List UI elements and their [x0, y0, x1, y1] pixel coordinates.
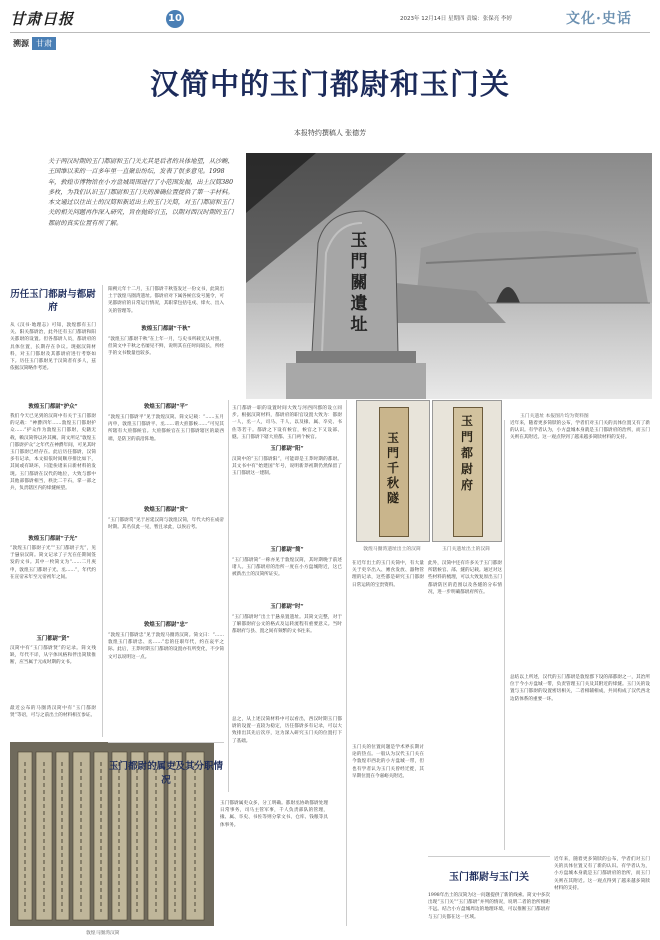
- article-byline: 本报特约撰稿人 张德芳: [293, 129, 367, 137]
- section-rule-2: [108, 742, 224, 743]
- masthead-rule: [10, 32, 650, 33]
- subheading-yang: 玉门都尉“阳”: [270, 446, 304, 452]
- slip-photo-2: [432, 400, 502, 542]
- section-heading-3: 玉门都尉与玉门关: [449, 872, 529, 883]
- subheading-qian-qiu: 敦煌玉门都尉“千秋”: [141, 326, 191, 332]
- col4-para-1: 在近年出土的玉门关简中，有大量关于吏卒出入、廪食发放、器物管理的记录，这些都是研究玉门都尉日常运转的宝贵资料。: [352, 561, 424, 588]
- col6-para-2: 总结以上所述，汉代的玉门都尉是敦煌郡下设的部都尉之一，其治所位于今小方盘城一带，负责管理玉门关及其附近的烽燧。玉门关的设置与玉门都尉的设置密切相关，二者相辅相成，共同构成了汉代西北边防体系的重要一环。: [510, 675, 650, 702]
- section-heading-1: 历任玉门都尉与都尉府: [10, 289, 96, 313]
- slip-1-inscription: 玉門千秋隧: [386, 431, 399, 505]
- bottom-photo-caption: 敦煌马圈湾汉简: [86, 931, 120, 936]
- col6-para-1: 近年来，随着更多简牍的公布，学者们对玉门关的具体位置又有了新的认识。有学者认为，小方盘城本身就是玉门都尉府的治所，而玉门关则在其附近。这一观点得到了越来越多简牍材料的支持。: [510, 421, 650, 441]
- article-lead: 关于两汉时期的玉门都尉和玉门关尤其是后者的具体地望，从沙畹、王国维以来的一百多年里一直聚讼纷纭，发表了很多意见。1998年，敦煌市博物馆在小方盘城周围进行了小范围发掘，出土汉简380多枚，为我们认识玉门都尉和玉门关的准确位置提供了第一手材料。本文通过以往出土的汉简和新近出土的玉门关简，对玉门都尉和玉门关的相关问题再作深入研究，旨在抛砖引玉，以期对西汉时期的玉门都尉的真实位置有所了解。: [48, 158, 234, 227]
- col2-para-3: “敦煌玉门都尉平”见于敦煌汉简。简文记载：“……五月丙申，敦煌玉门都尉平、丞……谓大煎都候……”可见其所辖有大煎都候官。大煎都候官在玉门都尉辖区的最西端，是防卫的前沿阵地。: [108, 415, 224, 442]
- col3-para-1: 玉门都尉一职的设置时间大致与河西四郡的设立同步。根据汉简材料，都尉府的职官设置大致为：都尉一人，丞一人，司马、千人，以及掾、属、卒史、书佐等若干。都尉之下设有候官，候官之下又设部、燧。玉门都尉下辖大煎都、玉门两个候官。: [232, 406, 342, 440]
- slip-1-caption: 敦煌马圈湾遗址出土的汉简: [363, 547, 421, 552]
- column-divider: [346, 400, 347, 926]
- section-name: 文化·史话: [566, 11, 632, 27]
- subheading-xian: 玉门都尉“贤”: [36, 636, 70, 642]
- newspaper-logo: 甘肃日报: [10, 10, 75, 28]
- subheading-shang: 敦煌玉门都尉“赏”: [144, 507, 188, 513]
- article-title: 汉简中的玉门都尉和玉门关: [149, 67, 510, 101]
- subheading-hu-zhong: 敦煌玉门都尉“护众”: [28, 404, 78, 410]
- page-number-badge: 10: [166, 10, 184, 28]
- col2-para-6: 玉门都尉属吏众多，分工明确。都尉丞协助都尉处理日常事务，司马主管军事，千人负责部队的管理，掾、属、卒史、书佐等则分掌文书、仓库、钱粮等具体事务。: [220, 801, 328, 828]
- col3-para-5: 总之，从上述汉简材料中可以看出，西汉时期玉门都尉的设置一直较为稳定，历任都尉多有记录，可以大致排出其先后次序，这为深入研究玉门关的位置打下了基础。: [232, 717, 342, 744]
- col2-para-5: “敦煌玉门都尉忠”见于敦煌马圈湾汉简。简文曰：“……敦煌玉门都尉忠、丞……”忠的任职年代，约在哀平之际。此后，王莽时期玉门都尉的设置亦有所变化，不少简文可以说明这一点。: [108, 633, 224, 660]
- col2-para-4: “玉门都尉赏”见于居延汉简与敦煌汉简，年代大约在成帝时期。其名仅此一见，暂且录此，以俟后考。: [108, 518, 224, 531]
- subheading-zi-guang: 敦煌玉门都尉“子光”: [28, 536, 78, 542]
- col3-para-3: “玉门都尉简”一称亦见于敦煌汉简，其时期晚于前述诸人。玉门都尉府的治所一度在小方盘城附近，这已被新出土的汉简所证实。: [232, 558, 342, 578]
- column-divider: [102, 285, 103, 737]
- subheading-shi: 玉门都尉“时”: [270, 604, 304, 610]
- col1-para-1: 从《汉书·地理志》可知，敦煌郡有玉门关、阳关都尉治，此外还有玉门都尉和阳关都尉的设置。但各都尉人员，都尉府的具体位置，长期存在争议。现据汉简材料，对玉门都尉及其都尉府进行考察如下。历任玉门都尉见于汉简者有多人，兹依据汉简略作考述。: [10, 323, 96, 372]
- section-rule-3: [428, 856, 550, 857]
- slip-2-caption: 玉门关遗址出土的汉简: [442, 547, 490, 552]
- col1-para-2: 我们今天已见到的汉简中有关于玉门都尉的记载：“神爵四年……敦煌玉门都尉护众……”护众作为敦煌玉门都尉，史籍无载，赖汉简得以补其阙。简文所记“敦煌玉门都尉护众”之年代在神爵年间，可见其时玉门都尉已经存在。此后历任都尉，汉简多有记录，本文拟依时间顺序排比如下，其间或有缺环，只能俟诸来日新材料的发现。玉门都尉在汉代的地位，大致与郡中其他部都尉相当，秩比二千石，掌一部之兵，负责辖区内的烽燧候望。: [10, 414, 96, 492]
- main-photo: [246, 153, 652, 399]
- column-divider: [228, 400, 229, 792]
- col1-para-5: 最近公布的马圈湾汉简中有“玉门都尉贤”等语，可与之前出土的材料相互参证。: [10, 706, 96, 719]
- column-divider: [504, 420, 505, 850]
- col3-para-4: “玉门都尉时”出土于悬泉置遗址。其简文完整，对于了解都尉府公文的格式及运转流程有重要意义。当时都尉府与县、置之间有频繁的文书往来。: [232, 615, 342, 635]
- date-line: 2023年 12月14日 星期四 责编：张保亮 李婷: [400, 16, 512, 22]
- col6-para-3: 近年来，随着更多简牍的公布，学者们对玉门关的具体位置又有了新的认识。有学者认为，小方盘城本身就是玉门都尉府的治所，而玉门关则在其附近。这一观点得到了越来越多简牍材料的支持。: [554, 857, 650, 891]
- col1-para-3: “敦煌玉门都尉子光”“玉门都尉子光”，见于悬泉汉简。简文记录了子光在任期间签发的文书。其中一枚简文为“……二月庚申，敦煌玉门都尉子光、丞……”，年代约在宣帝末年至元帝初年之间。: [10, 546, 96, 580]
- col3-para-2: 汉简中的“玉门都尉阳”，可能即是王莽时期的都尉。其文书中有“始建国”年号，说明新莽初期仍然保留了玉门都尉这一建制。: [232, 457, 342, 477]
- column-name: 溯源: [13, 38, 29, 48]
- section-heading-2: 玉门都尉的属吏及其分职情况: [108, 761, 223, 786]
- main-photo-caption: 玉门关遗址 本报图片均为资料图: [520, 414, 589, 419]
- subheading-ping: 敦煌玉门都尉“平”: [144, 404, 188, 410]
- col2-para-2: “敦煌玉门都尉千秋”在上年一月，与史书所载无从对照，但简文中千秋之名屡见不鲜，说明其在任时间较长，所经手的文书数量也较多。: [108, 337, 224, 357]
- subheading-jian: 玉门都尉“简”: [270, 547, 304, 553]
- column-tag: [10, 36, 56, 50]
- slip-2-inscription: 玉門都尉府: [460, 414, 473, 492]
- monument-inscription: 玉門關遺址: [350, 231, 368, 335]
- column-label: 甘肃: [32, 37, 56, 50]
- slip-photo-1: [356, 400, 430, 542]
- subheading-zhong: 敦煌玉门都尉“忠”: [144, 622, 188, 628]
- col2-para-1: 阳朔元年十二月，玉门都尉千秋签发过一份文书，此简出土于敦煌马圈湾遗址。都尉府对下属各候官发号施令，可见都尉府的日常运行情况，其职掌包括屯戍、烽火、出入关的管理等。: [108, 287, 224, 314]
- col5-para-1: 此外，汉简中还有许多关于玉门都尉所辖候官、部、燧的记载。通过对这些材料的梳理，可以大致复原出玉门都尉防区的范围以及各燧的分布情况，进一步明确都尉府所在。: [428, 561, 502, 595]
- col4-para-2: 玉门关的位置问题是学术界长期讨论的热点。一般认为汉代玉门关在今敦煌市西北的小方盘城一带，但也有学者认为玉门关曾经迁徙，其早期位置在今嘉峪关附近。: [352, 745, 424, 779]
- col1-para-4: 汉简中有“玉门都尉贤”的记录。简文残缺，年代不详，从字体风格和伴出简牍推断，应当属于元成时期的文书。: [10, 646, 96, 666]
- col5-para-2: 1998年出土的汉简为这一问题提供了新的线索。简文中多次出现“玉门关”“玉门都尉”并列的情况，说明二者的治所相距不远。结合小方盘城周边的地理环境，可以推断玉门都尉府与玉门关都在这一区域。: [428, 893, 550, 920]
